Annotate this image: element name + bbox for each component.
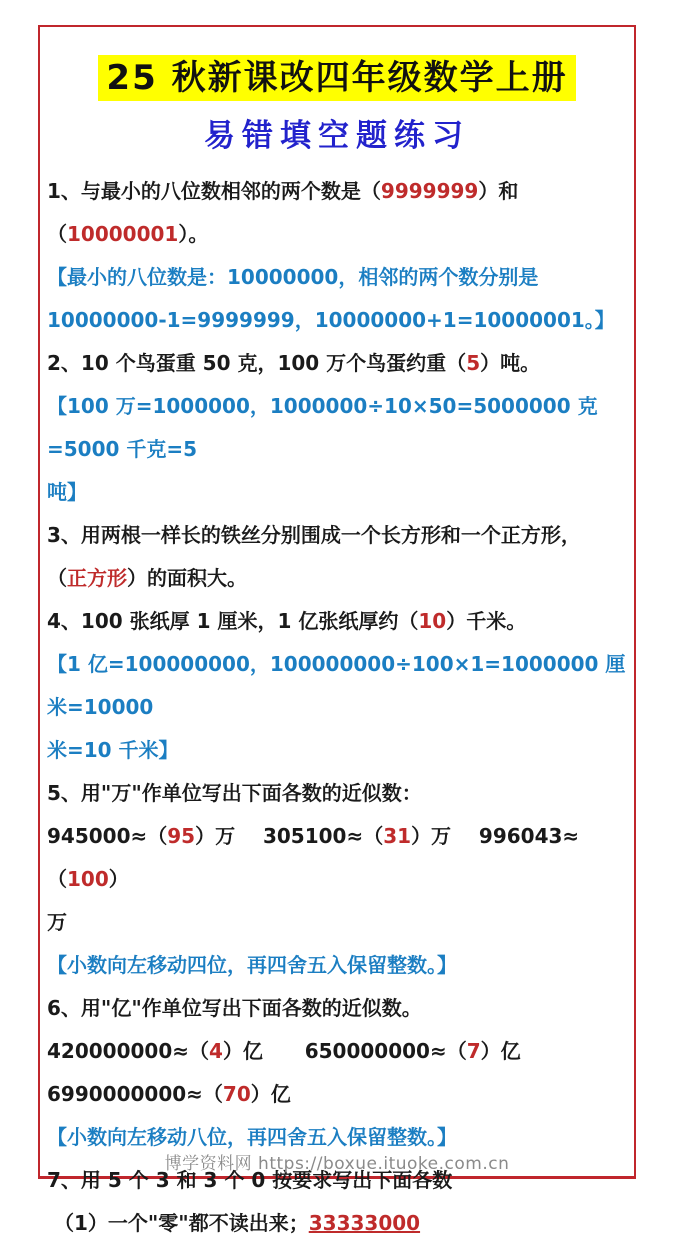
question-text: 5、用"万"作单位写出下面各数的近似数： [47, 781, 422, 805]
question-text: 4、100 张纸厚 1 厘米，1 亿张纸厚约（ [47, 609, 419, 633]
explanation-text: 【小数向左移动四位，再四舍五入保留整数。】 [47, 953, 457, 977]
answer-text: 31 [383, 824, 412, 848]
question-text: ）和 [478, 179, 519, 203]
text-line [47, 256, 628, 299]
text-line [47, 987, 628, 1030]
page-subtitle: 易错填空题练习 [204, 118, 470, 154]
question-text: ）的面积大。 [127, 566, 247, 590]
text-line [47, 471, 628, 514]
explanation-text: 【1 亿=100000000，100000000÷100×1=1000000 厘米=10000 [47, 652, 626, 719]
question-text: 1、与最小的八位数相邻的两个数是（ [47, 179, 381, 203]
text-line [47, 299, 628, 342]
text-line [47, 772, 628, 815]
answer-text: 100 [67, 867, 109, 891]
question-text: ）万 305100≈（ [195, 824, 384, 848]
footer-site-link: 博学资料网 https://boxue.ituoke.com.cn [164, 1154, 510, 1174]
question-text: 万 [47, 910, 67, 934]
question-text: ）亿 650000000≈（ [222, 1039, 467, 1063]
question-text: 7、用 5 个 3 和 3 个 0 按要求写出下面各数 [47, 1168, 453, 1192]
explanation-text: 【最小的八位数是：10000000，相邻的两个数分别是 [47, 265, 539, 289]
text-line [47, 170, 628, 213]
text-line [47, 1073, 628, 1116]
question-text: ）万 996043≈（ [47, 824, 580, 891]
answer-text: 4 [209, 1039, 223, 1063]
question-text: （ [47, 222, 67, 246]
question-text: ）亿 [480, 1039, 521, 1063]
answer-text: 7 [466, 1039, 481, 1063]
answer-text: 70 [222, 1082, 251, 1106]
text-line [47, 600, 628, 643]
text-line [47, 901, 628, 944]
question-text: 945000≈（ [47, 824, 168, 848]
answer-text: 5 [466, 351, 481, 375]
answer-text: 10 [418, 609, 447, 633]
text-line [47, 729, 628, 772]
question-text: ） [108, 867, 129, 891]
answer-text: 正方形 [67, 566, 127, 590]
text-line [47, 643, 628, 729]
question-text: 2、10 个鸟蛋重 50 克，100 万个鸟蛋约重（ [47, 351, 467, 375]
answer-text: 95 [167, 824, 196, 848]
answer-text: 10000001 [67, 222, 179, 246]
question-text: 420000000≈（ [47, 1039, 210, 1063]
text-line [47, 342, 628, 385]
text-line [47, 944, 628, 987]
answer-underlined: 33333000 [308, 1211, 421, 1235]
text-line [47, 1202, 628, 1245]
worksheet-body [47, 170, 628, 1245]
question-text: ）。 [178, 222, 209, 246]
text-line [47, 514, 628, 557]
explanation-text: 吨】 [47, 480, 87, 504]
question-text: （ [47, 566, 67, 590]
question-text: ）千米。 [446, 609, 527, 633]
text-line [47, 213, 628, 256]
answer-text: 9999999 [380, 179, 479, 203]
question-text: ）亿 [250, 1082, 291, 1106]
question-text: ）吨。 [480, 351, 541, 375]
explanation-text: 米=10 千米】 [47, 738, 179, 762]
page-title: 25 秋新课改四年级数学上册 [98, 55, 575, 101]
question-text: 6990000000≈（ [47, 1082, 223, 1106]
text-line [47, 385, 628, 471]
page-border-frame [38, 25, 636, 1235]
explanation-text: 【100 万=1000000，1000000÷10×50=5000000 克=5000 千克=5 [47, 394, 598, 461]
text-line [47, 1030, 628, 1073]
question-text: （1）一个"零"都不读出来； [47, 1211, 309, 1235]
question-text: 3、用两根一样长的铁丝分别围成一个长方形和一个正方形， [47, 523, 581, 547]
question-text: 6、用"亿"作单位写出下面各数的近似数。 [47, 996, 422, 1020]
explanation-text: 10000000-1=9999999，10000000+1=10000001。】 [47, 308, 615, 332]
explanation-text: 【小数向左移动八位，再四舍五入保留整数。】 [47, 1125, 457, 1149]
text-line [47, 815, 628, 901]
text-line [47, 557, 628, 600]
title-row [40, 55, 634, 101]
